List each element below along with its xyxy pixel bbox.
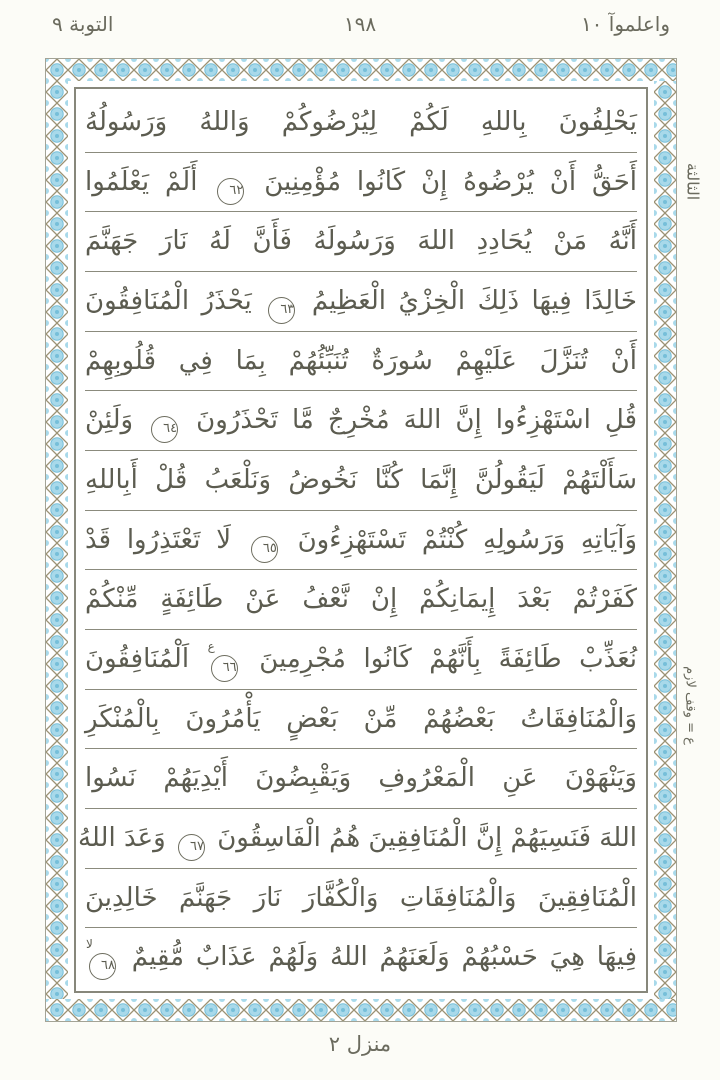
- quran-text-line: [85, 332, 637, 392]
- margin-note-quarter: الثالثة: [683, 162, 703, 201]
- ayah-text: وَيَنْهَوْنَ عَنِ الْمَعْرُوفِ وَيَقْبِضُونَ أَيْدِيَهُمْ نَسُوا: [85, 763, 637, 794]
- header-page-number: ١٩٨: [343, 12, 377, 36]
- ayah-text: خَالِدًا فِيهَا ذَلِكَ الْخِزْيُ الْعَظِيمُ: [311, 286, 638, 317]
- ayah-text: وَآيَاتِهِ وَرَسُولِهِ كُنْتُمْ تَسْتَهْزِءُونَ: [297, 524, 638, 555]
- ayah-text: وَالْمُنَافِقَاتُ بَعْضُهُمْ مِّنْ بَعْضٍ يَأْمُرُونَ بِالْمُنْكَرِ: [85, 703, 637, 734]
- waqf-sign: لا: [86, 937, 93, 952]
- quran-text-line: [85, 93, 637, 153]
- ayah-text: أَنَّهُ مَنْ يُحَادِدِ اللهَ وَرَسُولَهُ فَأَنَّ لَهُ نَارَ جَهَنَّمَ: [85, 226, 637, 257]
- ayah-text: يَحْذَرُ الْمُنَافِقُونَ: [85, 286, 252, 317]
- ayah-text: الْمُنَافِقِينَ وَالْمُنَافِقَاتِ وَالْكُفَّارَ نَارَ جَهَنَّمَ خَالِدِينَ: [85, 882, 637, 913]
- margin-note-waqf-rule: ع = وقف لازم: [682, 666, 698, 745]
- verse-end-marker: ٦٥: [251, 536, 278, 563]
- ayah-text: وَعَدَ اللهُ: [77, 823, 166, 854]
- ayah-text: اللهَ فَنَسِيَهُمْ إِنَّ الْمُنَافِقِينَ هُمُ الْفَاسِقُونَ: [217, 823, 637, 854]
- quran-text-line: [85, 391, 637, 451]
- ayah-text: سَأَلْتَهُمْ لَيَقُولُنَّ إِنَّمَا كُنَّا نَخُوضُ وَنَلْعَبُ قُلْ أَبِاللهِ: [85, 465, 637, 496]
- ornamental-border-bottom: [46, 999, 676, 1021]
- ayah-text: قُلِ اسْتَهْزِءُوا إِنَّ اللهَ مُخْرِجٌ مَّا تَحْذَرُونَ: [196, 405, 637, 436]
- ayah-text: لَا تَعْتَذِرُوا قَدْ: [85, 524, 232, 555]
- quran-text-line: [77, 809, 637, 869]
- quran-text-line: [85, 869, 637, 929]
- ayah-text: فِيهَا هِيَ حَسْبُهُمْ وَلَعَنَهُمُ اللهُ وَلَهُمْ عَذَابٌ مُّقِيمٌ: [131, 942, 637, 973]
- text-lines: [77, 93, 638, 987]
- verse-end-marker: ٦٤: [151, 416, 178, 443]
- ornamental-border-top: [46, 59, 676, 81]
- quran-text-line: [85, 749, 637, 809]
- ayah-text: وَلَئِنْ: [85, 405, 134, 436]
- quran-text-line: [85, 570, 637, 630]
- ayah-text: يَحْلِفُونَ بِاللهِ لَكُمْ لِيُرْضُوكُمْ وَاللهُ وَرَسُولُهُ: [85, 107, 637, 137]
- quran-text-line: [85, 212, 637, 272]
- ayah-text: أَلَمْ يَعْلَمُوا: [85, 166, 198, 197]
- verse-end-marker: ٦٢: [217, 178, 244, 205]
- ornamental-border-left: [46, 81, 68, 999]
- ayah-text: أَنْ تُنَزَّلَ عَلَيْهِمْ سُورَةٌ تُنَبِّئُهُمْ بِمَا فِي قُلُوبِهِمْ: [85, 345, 637, 376]
- quran-text-line: [85, 630, 637, 690]
- quran-text-line: [85, 272, 637, 332]
- verse-end-marker: ٦٨ لا: [89, 953, 116, 980]
- ayah-text: نُعَذِّبْ طَائِفَةً بِأَنَّهُمْ كَانُوا مُجْرِمِينَ: [259, 644, 638, 675]
- footer-manzil-label: منزل ٢: [328, 1032, 392, 1056]
- ornamental-frame: [45, 58, 677, 1022]
- verse-end-marker: ٦٦ ع: [211, 655, 238, 682]
- text-block-border: [74, 87, 648, 993]
- quran-text-line: [85, 451, 637, 511]
- ornamental-border-right: [654, 81, 676, 999]
- quran-text-line: [85, 928, 637, 987]
- ayah-text: كَفَرْتُمْ بَعْدَ إِيمَانِكُمْ إِنْ نَّعْفُ عَنْ طَائِفَةٍ مِّنْكُمْ: [85, 584, 637, 615]
- quran-text-line: [85, 690, 637, 750]
- ayah-text: اَلْمُنَافِقُونَ: [85, 644, 190, 675]
- header-juz-title: واعلموآ ١٠: [580, 12, 670, 36]
- waqf-sign: ع: [207, 639, 215, 654]
- verse-end-marker: ٦٣: [268, 297, 295, 324]
- quran-text-line: [85, 153, 637, 213]
- ayah-text: أَحَقُّ أَنْ يُرْضُوهُ إِنْ كَانُوا مُؤْمِنِينَ: [264, 166, 637, 197]
- verse-end-marker: ٦٧: [178, 834, 205, 861]
- header-surah-title: التوبة ٩: [52, 12, 114, 36]
- quran-text-line: [85, 511, 637, 571]
